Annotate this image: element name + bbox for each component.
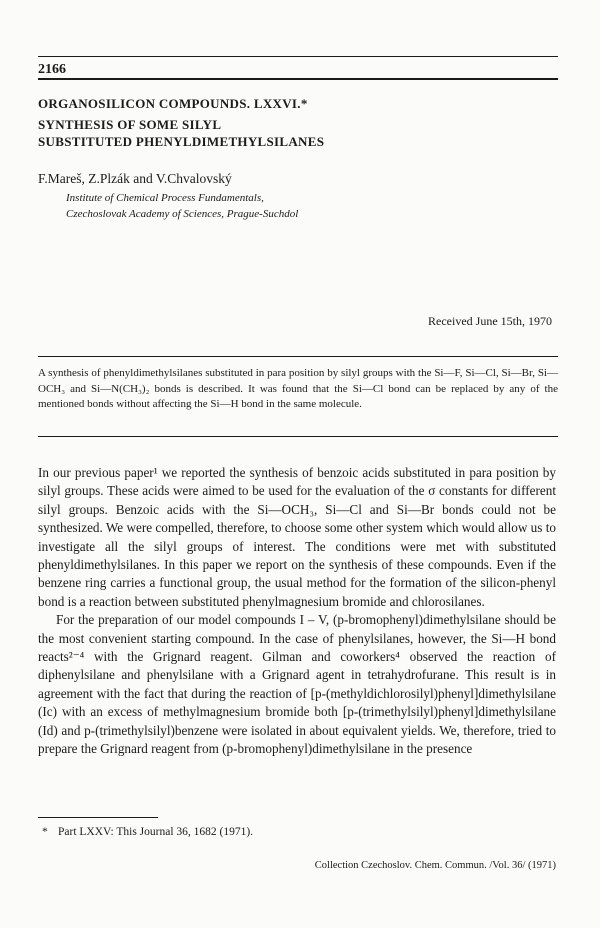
abstract: A synthesis of phenyldimethylsilanes substituted in para position by silyl groups with the Si—F, Si—Cl, Si—Br, Si—OCH₃ and Si—N(CH₃)₂ bonds is described. It was found that the Si—Cl bond can be replaced by any of the mentioned bonds without affecting the Si—H bond in the same molecule.: [38, 367, 558, 410]
title-line-3: SUBSTITUTED PHENYLDIMETHYLSILANES: [38, 134, 325, 149]
journal-footer: Collection Czechoslov. Chem. Commun. /Vol. 36/ (1971): [314, 860, 556, 871]
page-number: 2166: [38, 62, 66, 77]
footnote-rule: [38, 817, 158, 818]
footnote-mark: *: [42, 826, 48, 838]
abstract-rule-bottom: [38, 436, 558, 437]
authors: F.Mareš, Z.Plzák and V.Chvalovský: [38, 171, 232, 186]
header-rule-top: [38, 56, 558, 57]
abstract-rule-top: [38, 356, 558, 357]
title-line-1: ORGANOSILICON COMPOUNDS. LXXVI.*: [38, 96, 308, 111]
body-paragraph-1: In our previous paper¹ we reported the synthesis of benzoic acids substituted in para position by silyl groups. These acids were aimed to be used for the evaluation of the σ constants for different silyl groups. Benzoic acids with the Si—OCH₃, Si—Cl and Si—Br bonds could not be synthesized. We were compelled, therefore, to choose some other system which would allow us to investigate all the silyl groups of interest. The conditions were met with substituted phenyldimethylsilanes. In this paper we report on the synthesis of these compounds. Even if the benzene ring carries a functional group, the usual method for the formation of the silicon-phenyl bond is a reaction between substituted phenylmagnesium bromide and chlorosilanes.: [38, 465, 556, 609]
body-text: [38, 464, 556, 759]
affiliation-line-2: Czechoslovak Academy of Sciences, Prague-Suchdol: [66, 208, 299, 220]
header-rule-bottom: [38, 78, 558, 80]
affiliation-line-1: Institute of Chemical Process Fundamentals,: [66, 192, 264, 204]
body-paragraph-2: For the preparation of our model compounds I – V, (p-bromophenyl)dimethylsilane should be the most convenient starting compound. In the case of phenylsilanes, however, the Si—H bond reacts²⁻⁴ with the Grignard reagent. Gilman and coworkers⁴ observed the reaction of diphenylsilane and phenylsilane with a Grignard agent in tetrahydrofurane. This result is in agreement with the fact that during the reaction of [p-(methyldichlorosilyl)phenyl]dimethylsilane (Ic) with an excess of methylmagnesium bromide both [p-(trimethylsilyl)phenyl]dimethylsilane (Id) and p-(trimethylsilyl)benzene were isolated in about equivalent yields. We, therefore, tried to prepare the Grignard reagent from (p-bromophenyl)dimethylsilane in the presence: [38, 612, 556, 757]
title-line-2: SYNTHESIS OF SOME SILYL: [38, 117, 222, 132]
footnote-text: Part LXXV: This Journal 36, 1682 (1971).: [58, 826, 254, 838]
footnote: [42, 826, 254, 838]
received-date: Received June 15th, 1970: [428, 314, 552, 328]
